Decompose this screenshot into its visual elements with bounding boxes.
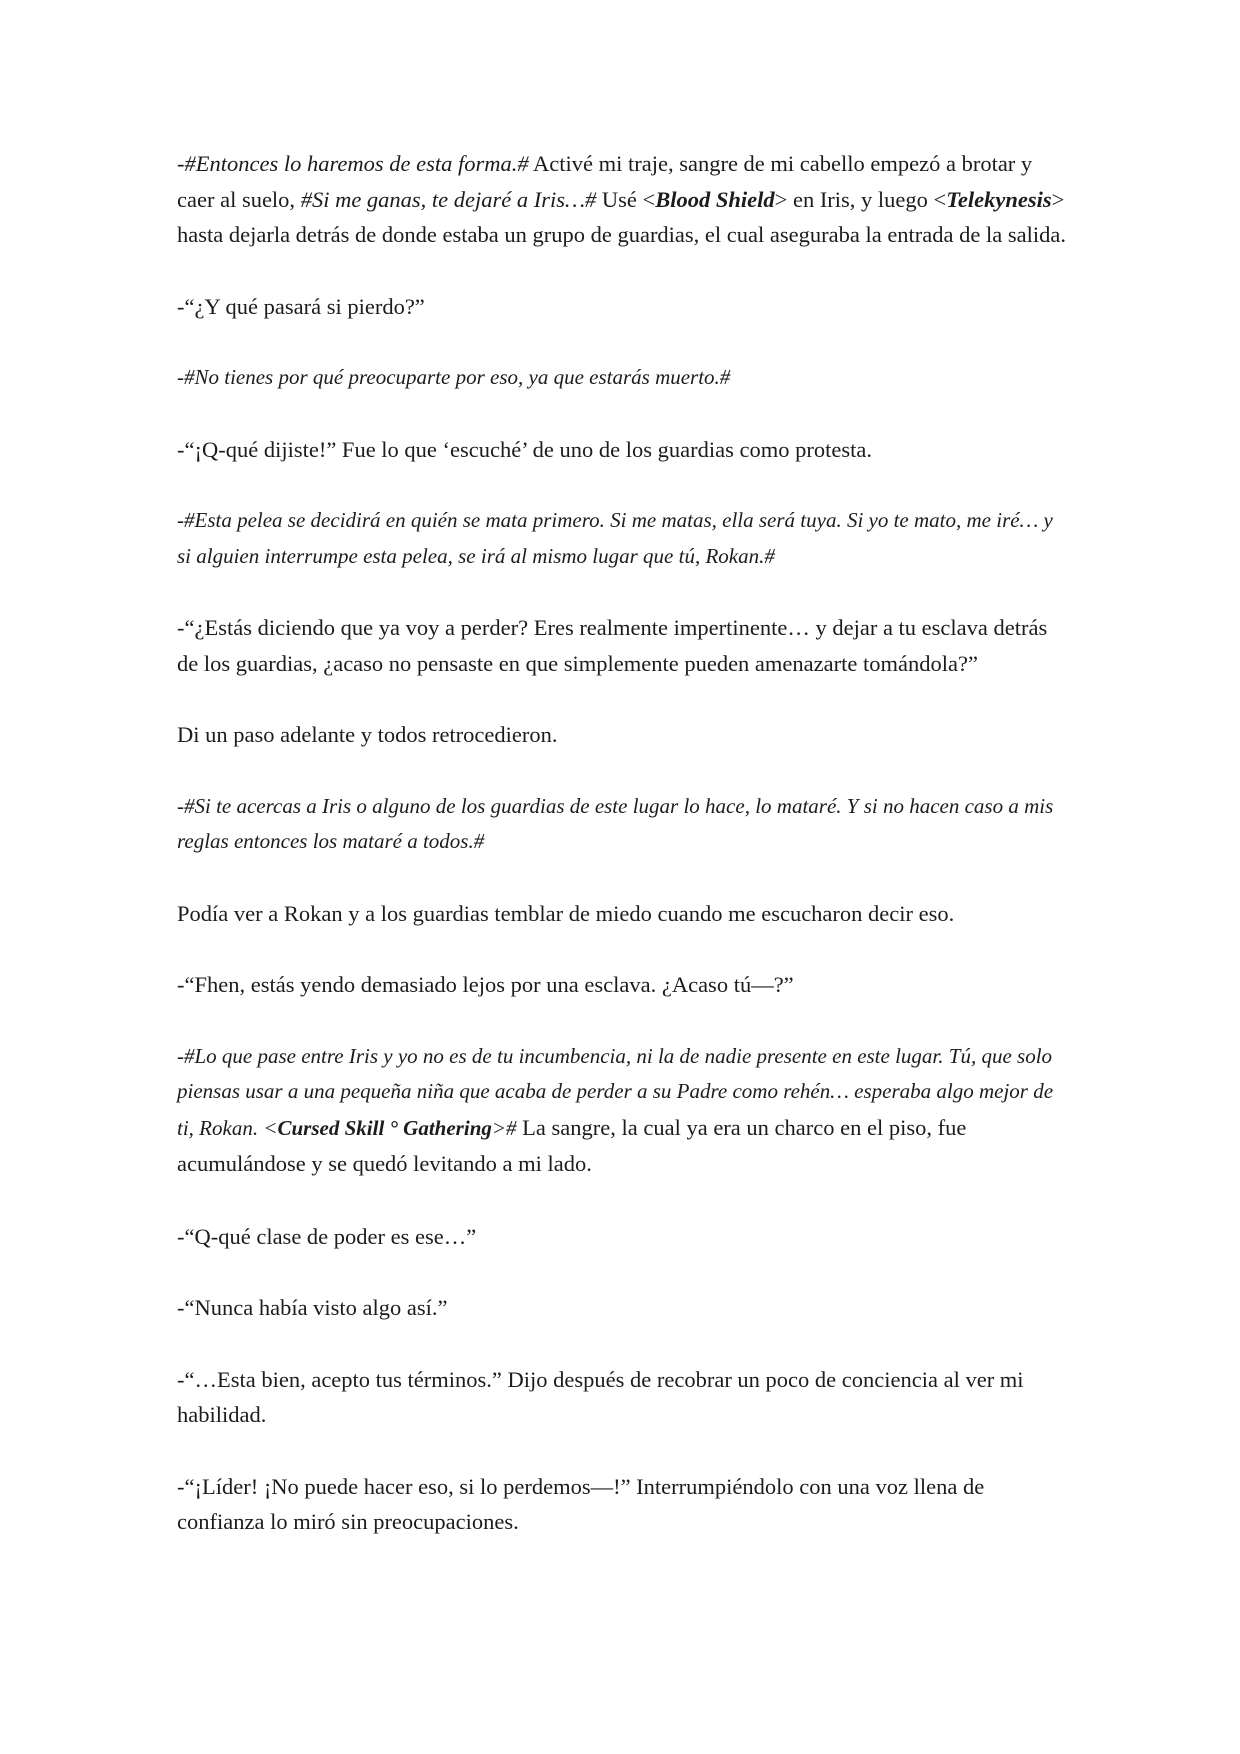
text-segment: -“Fhen, estás yendo demasiado lejos por una esclava. ¿Acaso tú—?” xyxy=(177,972,794,997)
skill-name: Cursed Skill ° Gathering xyxy=(277,1115,492,1140)
text-segment: -“…Esta bien, acepto tus términos.” Dijo después de recobrar un poco de conciencia al ver mi habilidad. xyxy=(177,1366,1024,1427)
paragraph xyxy=(177,360,1067,396)
text-segment: Activé mi traje, sangre de mi cabello empezó a brotar y caer al suelo, xyxy=(177,151,1033,212)
paragraph xyxy=(177,1362,1067,1433)
text-segment: Podía ver a Rokan y a los guardias temblar de miedo cuando me escucharon decir eso. xyxy=(177,900,955,926)
paragraph xyxy=(177,289,1067,325)
paragraph xyxy=(177,610,1067,681)
text-segment: > en Iris, y luego < xyxy=(774,186,947,212)
text-segment: -“¡Q-qué dijiste!” Fue lo que ‘escuché’ de uno de los guardias como protesta. xyxy=(177,436,872,462)
text-segment: Di un paso adelante y todos retrocedieron. xyxy=(177,722,558,747)
paragraph xyxy=(177,503,1067,574)
text-segment: Usé < xyxy=(596,186,656,212)
text-segment: > hasta dejarla detrás de donde estaba un grupo de guardias, el cual aseguraba la entrada de la salida. xyxy=(177,186,1066,247)
paragraph xyxy=(177,789,1067,860)
paragraph xyxy=(177,967,1067,1003)
skill-name: Blood Shield xyxy=(655,186,775,212)
paragraph xyxy=(177,146,1067,253)
paragraph xyxy=(177,1219,1067,1255)
text-segment: -#Esta pelea se decidirá en quién se mata primero. Si me matas, ella será tuya. Si yo te mato, me iré… y si alguien interrumpe esta pelea, se irá al mismo lugar que tú, Rokan.# xyxy=(177,508,1053,568)
paragraph xyxy=(177,432,1067,468)
paragraph xyxy=(177,1469,1067,1540)
text-segment: -#Entonces lo haremos de esta forma.# xyxy=(177,151,529,176)
document-body xyxy=(177,146,1067,1576)
skill-name: Telekynesis xyxy=(946,186,1052,212)
text-segment: -#No tienes por qué preocuparte por eso, ya que estarás muerto.# xyxy=(177,365,731,389)
paragraph xyxy=(177,1290,1067,1326)
text-segment: -“Nunca había visto algo así.” xyxy=(177,1295,448,1320)
paragraph xyxy=(177,896,1067,932)
text-segment: -“¡Líder! ¡No puede hacer eso, si lo perdemos—!” Interrumpiéndolo con una voz llena de confianza lo miró sin preocupaciones. xyxy=(177,1473,985,1534)
paragraph xyxy=(177,717,1067,753)
text-segment: ># xyxy=(491,1115,517,1140)
paragraph xyxy=(177,1039,1067,1183)
text-segment: #Si me ganas, te dejaré a Iris…# xyxy=(300,186,597,212)
text-segment: -#Si te acercas a Iris o alguno de los guardias de este lugar lo hace, lo mataré. Y si no hacen caso a mis reglas entonces los mataré a todos.# xyxy=(177,793,1054,853)
text-segment: -“¿Y qué pasará si pierdo?” xyxy=(177,293,425,319)
text-segment: -“Q-qué clase de poder es ese…” xyxy=(177,1223,477,1249)
text-segment: -#Lo que pase entre Iris y yo no es de tu incumbencia, ni la de nadie presente en este lugar. Tú, que solo piensas usar a una pequeña niña que acaba de perder a su Padre como rehén… esperaba algo mejor de ti, Rokan. < xyxy=(177,1043,1054,1140)
text-segment: La sangre, la cual ya era un charco en el piso, fue acumulándose y se quedó levitando a mi lado. xyxy=(177,1114,967,1176)
text-segment: -“¿Estás diciendo que ya voy a perder? Eres realmente impertinente… y dejar a tu esclava detrás de los guardias, ¿acaso no pensaste en que simplemente pueden amenazarte tomándola?” xyxy=(177,615,1048,676)
